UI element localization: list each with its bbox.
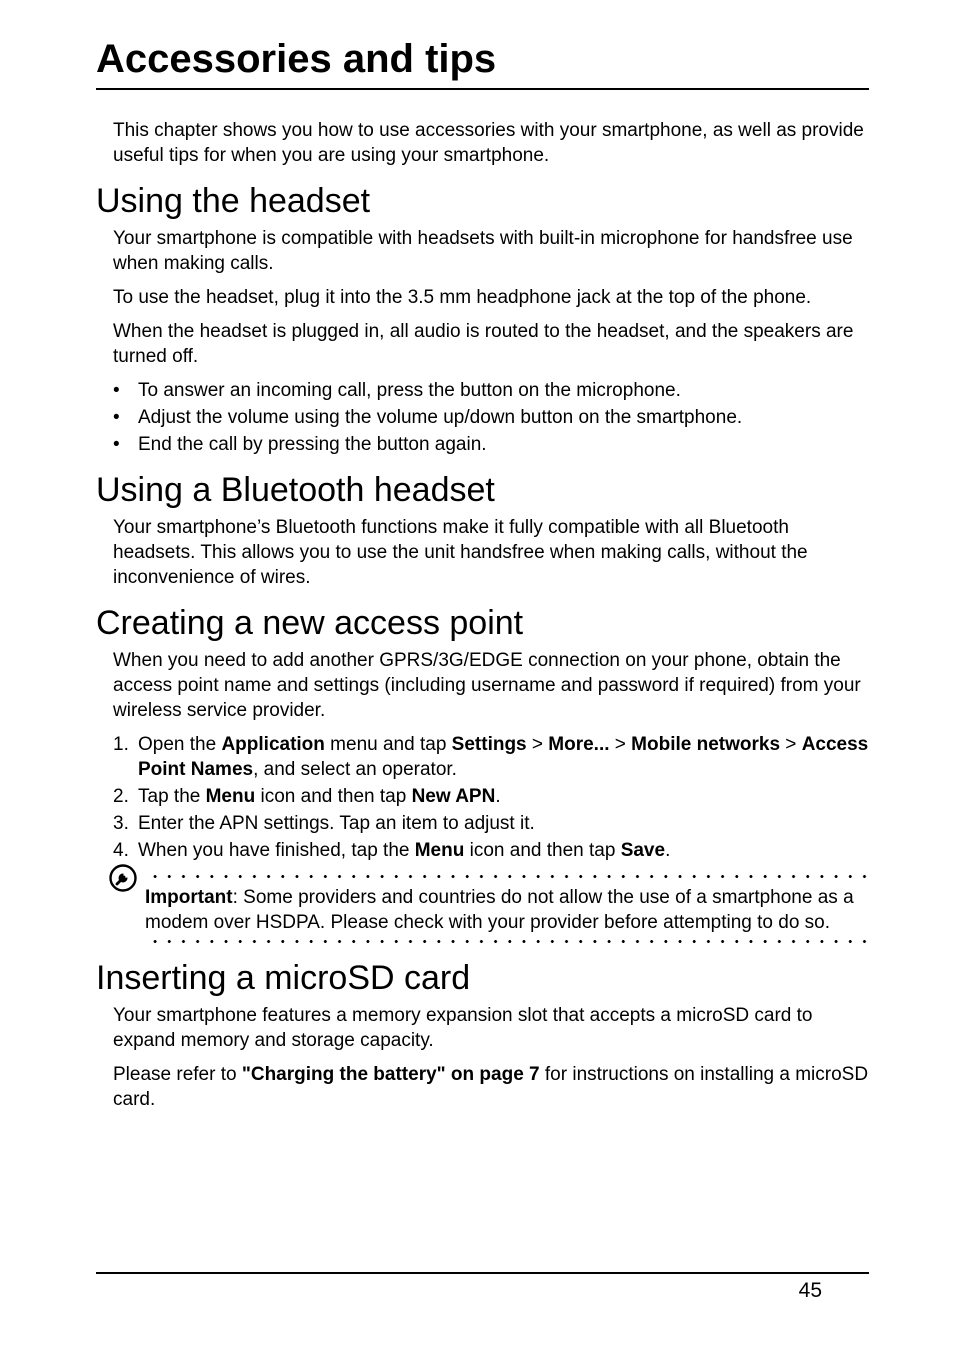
note-divider-bottom	[148, 940, 869, 943]
list-item-text: Adjust the volume using the volume up/down button on the smartphone.	[138, 407, 743, 428]
step-text: Tap the	[138, 786, 206, 807]
step-text: >	[526, 734, 549, 755]
list-item	[113, 405, 869, 430]
section-heading-access-point: Creating a new access point	[96, 604, 524, 642]
microsd-paragraph-2	[113, 1062, 869, 1112]
important-note	[96, 875, 869, 943]
section-heading-bluetooth: Using a Bluetooth headset	[96, 471, 495, 509]
title-rule	[96, 88, 869, 90]
access-point-steps	[113, 732, 869, 863]
step-number: 1.	[113, 734, 129, 755]
microsd-text: Please refer to	[113, 1064, 242, 1085]
headset-bullet-list	[113, 378, 869, 457]
wrench-icon	[108, 863, 138, 893]
section-bluetooth	[96, 469, 869, 590]
step-bold-text: Settings	[451, 734, 527, 755]
step-text: menu and tap	[324, 734, 452, 755]
step-text: >	[780, 734, 802, 755]
note-text	[145, 883, 869, 935]
step-bold-text: More...	[548, 734, 610, 755]
step-item	[113, 732, 869, 782]
step-text: Open the	[138, 734, 222, 755]
list-item	[113, 432, 869, 457]
access-point-paragraph: When you need to add another GPRS/3G/EDGE connection on your phone, obtain the access point name and settings (including username and password if required) from your wireless service provider.	[113, 650, 861, 721]
step-text: icon and then tap	[464, 840, 621, 861]
step-item	[113, 838, 869, 863]
step-bold-text: Mobile networks	[631, 734, 781, 755]
step-number: 4.	[113, 840, 129, 861]
section-heading-headset: Using the headset	[96, 182, 371, 220]
step-text: icon and then tap	[255, 786, 412, 807]
microsd-paragraph-1: Your smartphone features a memory expansion slot that accepts a microSD card to expand memory and storage capacity.	[113, 1005, 813, 1051]
step-item	[113, 784, 869, 809]
headset-paragraph-1: Your smartphone is compatible with headsets with built-in microphone for handsfree use when making calls.	[113, 228, 853, 274]
section-access-point	[96, 602, 869, 943]
bullet-icon: •	[113, 380, 120, 401]
intro-paragraph: This chapter shows you how to use accessories with your smartphone, as well as provide useful tips for when you are using your smartphone.	[113, 120, 864, 166]
list-item-text: To answer an incoming call, press the button on the microphone.	[138, 380, 681, 401]
step-number: 2.	[113, 786, 129, 807]
note-body: : Some providers and countries do not allow the use of a smartphone as a modem over HSDPA. Please check with your provider before attempting to do so.	[145, 887, 854, 933]
bluetooth-paragraph: Your smartphone’s Bluetooth functions make it fully compatible with all Bluetooth headsets. This allows you to use the unit handsfree when making calls, without the inconvenience of wires.	[113, 517, 808, 588]
list-item-text: End the call by pressing the button again.	[138, 434, 487, 455]
step-text: , and select an operator.	[253, 759, 457, 780]
step-text: When you have finished, tap the	[138, 840, 415, 861]
page-reference-link[interactable]: "Charging the battery" on page 7	[241, 1064, 540, 1085]
section-headset	[96, 180, 869, 457]
note-label: Important	[145, 887, 233, 908]
step-text: Enter the APN settings. Tap an item to adjust it.	[138, 813, 535, 834]
section-heading-microsd: Inserting a microSD card	[96, 959, 471, 997]
step-bold-text: Save	[620, 840, 666, 861]
chapter-title: Accessories and tips	[96, 37, 497, 81]
step-bold-text: Access Point Names	[138, 734, 869, 780]
step-text: .	[495, 786, 501, 807]
bullet-icon: •	[113, 407, 120, 428]
page-content	[96, 118, 869, 1121]
step-number: 3.	[113, 813, 129, 834]
note-divider-top	[148, 875, 869, 878]
headset-paragraph-2: To use the headset, plug it into the 3.5 mm headphone jack at the top of the phone.	[113, 287, 812, 308]
microsd-text: for instructions on installing a microSD card.	[113, 1064, 869, 1110]
list-item	[113, 378, 869, 403]
step-text: .	[665, 840, 671, 861]
step-text: >	[609, 734, 632, 755]
step-bold-text: Application	[221, 734, 325, 755]
step-bold-text: Menu	[414, 840, 465, 861]
step-item	[113, 811, 869, 836]
bullet-icon: •	[113, 434, 120, 455]
page-number: 45	[798, 1279, 822, 1302]
headset-paragraph-3: When the headset is plugged in, all audio is routed to the headset, and the speakers are turned off.	[113, 321, 854, 367]
footer-rule	[96, 1272, 869, 1274]
section-microsd	[96, 957, 869, 1112]
step-bold-text: New APN	[411, 786, 496, 807]
step-bold-text: Menu	[205, 786, 256, 807]
